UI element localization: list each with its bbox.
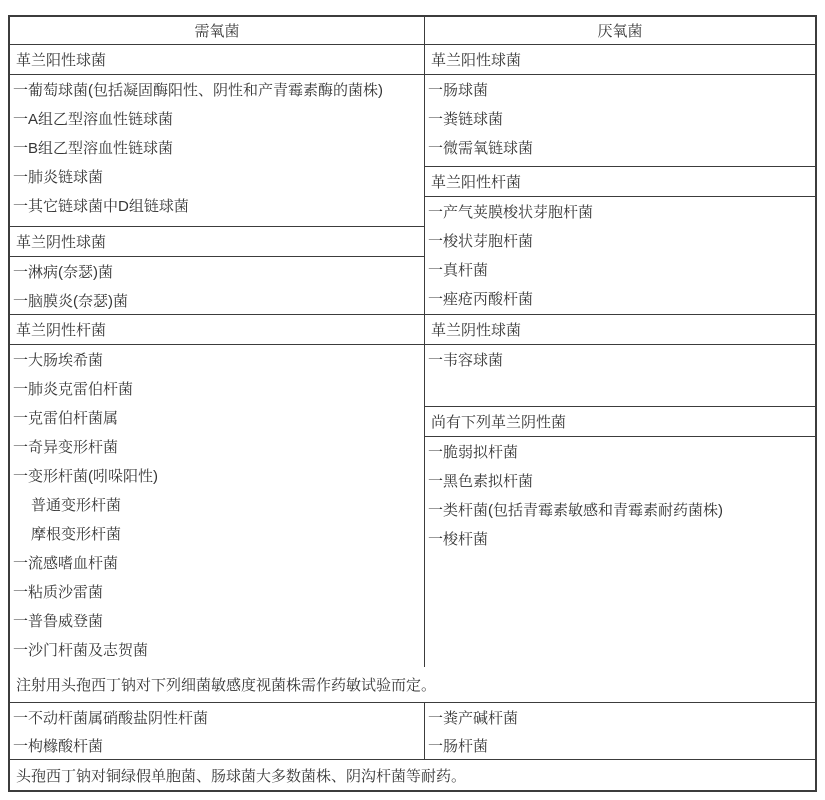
- bacteria-item: 一不动杆菌属硝酸盐阴性杆菌: [13, 709, 209, 727]
- bacteria-item: 一A组乙型溶血性链球菌: [13, 111, 174, 128]
- bacteria-item: 一克雷伯杆菌属: [13, 410, 119, 427]
- bacteria-item: 一变形杆菌(吲哚阳性): [13, 468, 158, 485]
- bacteria-item: 一脑膜炎(奈瑟)菌: [13, 293, 128, 310]
- bacteria-item: 一梭状芽胞杆菌: [428, 233, 534, 250]
- anaerobic-subheader-gram-positive-bacilli: 革兰阳性杆菌: [425, 167, 815, 197]
- aerobic-footer-cell: [10, 703, 425, 759]
- aerobic-group-gram-negative-cocci: [10, 257, 424, 315]
- table-header-row: [10, 17, 815, 45]
- bacteria-item: 一梭杆菌: [428, 531, 489, 548]
- aerobic-column: [10, 45, 425, 667]
- anaerobic-column: [425, 45, 815, 667]
- anaerobic-subheader-other-gram-negative: 尚有下列革兰阴性菌: [425, 407, 815, 437]
- bacteria-item: 一黑色素拟杆菌: [428, 473, 534, 490]
- aerobic-subheader-gram-negative-cocci: 革兰阴性球菌: [10, 227, 424, 257]
- bacteria-item: 一肺炎链球菌: [13, 169, 104, 186]
- bacteria-item: 一葡萄球菌(包括凝固酶阳性、阴性和产青霉素酶的菌株): [13, 82, 383, 99]
- table-body: [10, 45, 815, 667]
- bacteria-item: 摩根变形杆菌: [31, 526, 122, 543]
- note-resistance: 头孢西丁钠对铜绿假单胞菌、肠球菌大多数菌株、阴沟杆菌等耐药。: [16, 767, 467, 785]
- anaerobic-group-gram-negative-cocci: [425, 345, 815, 407]
- bacteria-item: 一流感嗜血杆菌: [13, 555, 119, 572]
- bacteria-item: 一枸橼酸杆菌: [13, 737, 104, 755]
- anaerobic-subheader-gram-negative-cocci: 革兰阴性球菌: [425, 315, 815, 345]
- bacteria-item: 一粘质沙雷菌: [13, 584, 104, 601]
- aerobic-subheader-gram-positive-cocci: 革兰阳性球菌: [10, 45, 424, 75]
- bacteria-item: 一B组乙型溶血性链球菌: [13, 140, 174, 157]
- aerobic-group-gram-positive-cocci: [10, 75, 424, 227]
- bacteria-item: 一沙门杆菌及志贺菌: [13, 642, 149, 659]
- header-anaerobic: 厌氧菌: [597, 23, 643, 40]
- bacteria-item: 一肠球菌: [428, 82, 489, 99]
- header-aerobic: 需氧菌: [10, 17, 425, 44]
- bacteria-item: 一类杆菌(包括青霉素敏感和青霉素耐药菌株): [428, 502, 723, 519]
- aerobic-group-gram-negative-bacilli: [10, 345, 424, 667]
- footer-items-row: [10, 703, 815, 760]
- bacteria-item: 一韦容球菌: [428, 352, 504, 369]
- bacteria-item: 一微需氧链球菌: [428, 140, 534, 157]
- bacteria-item: 一脆弱拟杆菌: [428, 444, 519, 461]
- bacteria-item: 一其它链球菌中D组链球菌: [13, 198, 189, 215]
- bacteria-item: 一肺炎克雷伯杆菌: [13, 381, 134, 398]
- bacteria-item: 一产气荚膜梭状芽胞杆菌: [428, 204, 594, 221]
- anaerobic-footer-cell: [425, 703, 815, 759]
- anaerobic-group-gram-positive-bacilli: [425, 197, 815, 315]
- anaerobic-subheader-gram-positive-cocci: 革兰阳性球菌: [425, 45, 815, 75]
- note-susceptibility-testing: 注射用头孢西丁钠对下列细菌敏感度视菌株需作药敏试验而定。: [10, 667, 815, 703]
- bacteria-item: 一真杆菌: [428, 262, 489, 279]
- bacteria-item: 一大肠埃希菌: [13, 352, 104, 369]
- bacteria-item: 一粪链球菌: [428, 111, 504, 128]
- bacteria-item: 一肠杆菌: [428, 737, 489, 755]
- bacteria-item: 一痤疮丙酸杆菌: [428, 291, 534, 308]
- bacteria-item: 一粪产碱杆菌: [428, 709, 519, 727]
- anaerobic-group-gram-positive-cocci: [425, 75, 815, 167]
- bacteria-item: 普通变形杆菌: [31, 497, 122, 514]
- bacteria-item: 一普鲁威登菌: [13, 613, 104, 630]
- bacteria-item: 一淋病(奈瑟)菌: [13, 264, 113, 281]
- anaerobic-group-other-gram-negative: [425, 437, 815, 667]
- aerobic-subheader-gram-negative-bacilli: 革兰阴性杆菌: [10, 315, 424, 345]
- bacteria-item: 一奇异变形杆菌: [13, 439, 119, 456]
- susceptibility-table: [8, 15, 817, 792]
